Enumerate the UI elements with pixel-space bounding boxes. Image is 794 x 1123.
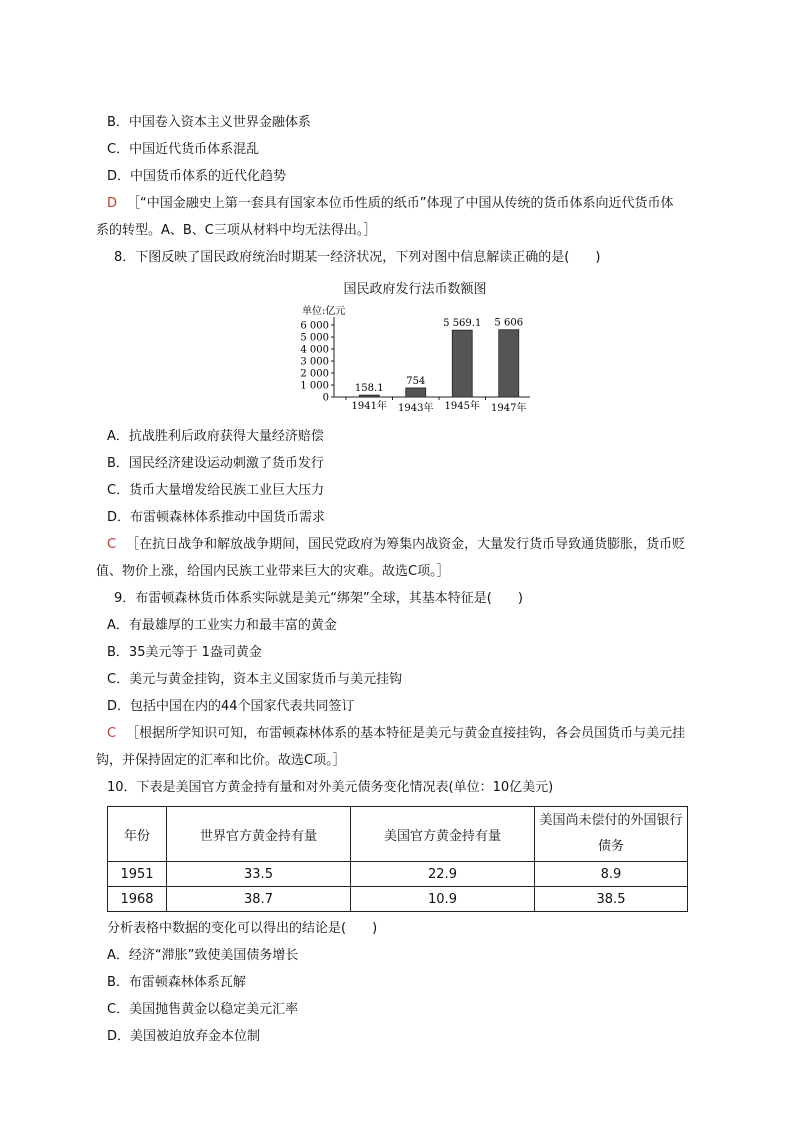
q7-explanation bbox=[107, 195, 674, 213]
table-header-us-debt bbox=[535, 807, 688, 862]
y-tick-label: 1 000 bbox=[300, 380, 329, 392]
q7-answer: D bbox=[107, 196, 118, 211]
data-label: 5 606 bbox=[494, 317, 524, 329]
bar-chart bbox=[290, 278, 540, 418]
q8-option-b: B．国民经济建设运动刺激了货币发行 bbox=[107, 456, 324, 471]
table-header-world-gold: 世界官方黄金持有量 bbox=[167, 807, 351, 862]
table-cell: 8.9 bbox=[535, 862, 688, 887]
q8-explanation-text-2: 值、物价上涨，给国内民族工业带来巨大的灾难。故选C项。］ bbox=[96, 564, 450, 579]
q10-question: 分析表格中数据的变化可以得出的结论是( ) bbox=[107, 921, 378, 936]
table-header-row bbox=[108, 807, 688, 862]
y-tick-label: 0 bbox=[322, 392, 329, 404]
q8-stem: 8．下图反映了国民政府统治时期某一经济状况，下列对图中信息解读正确的是( ) bbox=[114, 250, 601, 265]
x-tick-label: 1943年 bbox=[398, 403, 434, 414]
q9-option-b: B．35美元等于 1盎司黄金 bbox=[107, 645, 262, 660]
q8-explanation bbox=[107, 536, 685, 554]
table-cell: 10.9 bbox=[351, 887, 535, 912]
x-tick-label: 1945年 bbox=[444, 401, 480, 412]
table-header-year: 年份 bbox=[108, 807, 167, 862]
bar-1941年 bbox=[359, 395, 379, 397]
q8-option-a: A．抗战胜利后政府获得大量经济赔偿 bbox=[107, 429, 324, 444]
table-header-us-debt-line1: 美国尚未偿付的外国银行 bbox=[539, 813, 683, 828]
q7-explanation-text-1: ［“中国金融史上第一套具有国家本位币性质的纸币”体现了中国从传统的货币体系向近代货币体 bbox=[127, 196, 674, 211]
q10-option-a: A．经济“滞胀”致使美国债务增长 bbox=[107, 948, 299, 963]
table-cell: 38.5 bbox=[535, 887, 688, 912]
chart bbox=[290, 278, 540, 418]
bar-1947年 bbox=[499, 330, 519, 397]
q7-option-c: C．中国近代货币体系混乱 bbox=[107, 142, 260, 157]
q9-option-d: D．包括中国在内的44个国家代表共同签订 bbox=[107, 699, 355, 714]
q10-stem: 10．下表是美国官方黄金持有量和对外美元债务变化情况表(单位：10亿美元) bbox=[107, 780, 554, 795]
data-label: 5 569.1 bbox=[443, 318, 482, 330]
q7-explanation-text-2: 系的转型。A、B、C三项从材料中均无法得出。］ bbox=[96, 223, 377, 238]
q9-option-c: C．美元与黄金挂钩，资本主义国家货币与美元挂钩 bbox=[107, 672, 403, 687]
y-tick-label: 2 000 bbox=[300, 368, 329, 380]
q8-option-c: C．货币大量增发给民族工业巨大压力 bbox=[107, 483, 325, 498]
table-cell: 38.7 bbox=[167, 887, 351, 912]
q9-explanation-text-2: 钩，并保持固定的汇率和比价。故选C项。］ bbox=[96, 753, 346, 768]
q10-option-c: C．美国抛售黄金以稳定美元汇率 bbox=[107, 1002, 299, 1017]
q9-answer: C bbox=[107, 726, 117, 741]
q7-option-d: D．中国货币体系的近代化趋势 bbox=[107, 169, 287, 184]
y-tick-label: 6 000 bbox=[300, 320, 329, 332]
q9-stem: 9．布雷顿森林货币体系实际就是美元“绑架”全球，其基本特征是( ) bbox=[114, 591, 523, 606]
q9-option-a: A．有最雄厚的工业实力和最丰富的黄金 bbox=[107, 618, 337, 633]
table-cell: 22.9 bbox=[351, 862, 535, 887]
y-tick-label: 3 000 bbox=[300, 356, 329, 368]
bar-1945年 bbox=[452, 330, 472, 397]
q9-explanation-text-1: ［根据所学知识可知，布雷顿森林体系的基本特征是美元与黄金直接挂钩，各会员国货币与美元挂 bbox=[126, 726, 686, 741]
table-header-us-gold: 美国官方黄金持有量 bbox=[351, 807, 535, 862]
table-cell: 1951 bbox=[108, 862, 167, 887]
q10-option-d: D．美国被迫放弃金本位制 bbox=[107, 1029, 261, 1044]
data-label: 754 bbox=[406, 375, 426, 387]
q7-option-b: B．中国卷入资本主义世界金融体系 bbox=[107, 115, 311, 130]
table-row bbox=[108, 862, 688, 887]
x-tick-label: 1947年 bbox=[491, 403, 527, 414]
data-label: 158.1 bbox=[354, 383, 384, 395]
y-tick-label: 5 000 bbox=[300, 332, 329, 344]
table-row bbox=[108, 887, 688, 912]
x-tick-label: 1941年 bbox=[351, 401, 387, 412]
bar-1943年 bbox=[406, 388, 426, 397]
table-header-us-debt-line2: 债务 bbox=[597, 839, 624, 854]
table-cell: 1968 bbox=[108, 887, 167, 912]
gold-debt-table bbox=[107, 806, 688, 912]
q8-explanation-text-1: ［在抗日战争和解放战争期间，国民党政府为筹集内战资金，大量发行货币导致通货膨胀，货币贬 bbox=[126, 537, 686, 552]
chart-title: 国民政府发行法币数额图 bbox=[343, 282, 487, 297]
table-cell: 33.5 bbox=[167, 862, 351, 887]
y-axis-label: 单位:亿元 bbox=[302, 306, 346, 317]
q8-option-d: D．布雷顿森林体系推动中国货币需求 bbox=[107, 510, 326, 525]
q9-explanation bbox=[107, 725, 685, 743]
q8-answer: C bbox=[107, 537, 117, 552]
q10-option-b: B．布雷顿森林体系瓦解 bbox=[107, 975, 246, 990]
y-tick-label: 4 000 bbox=[300, 344, 329, 356]
